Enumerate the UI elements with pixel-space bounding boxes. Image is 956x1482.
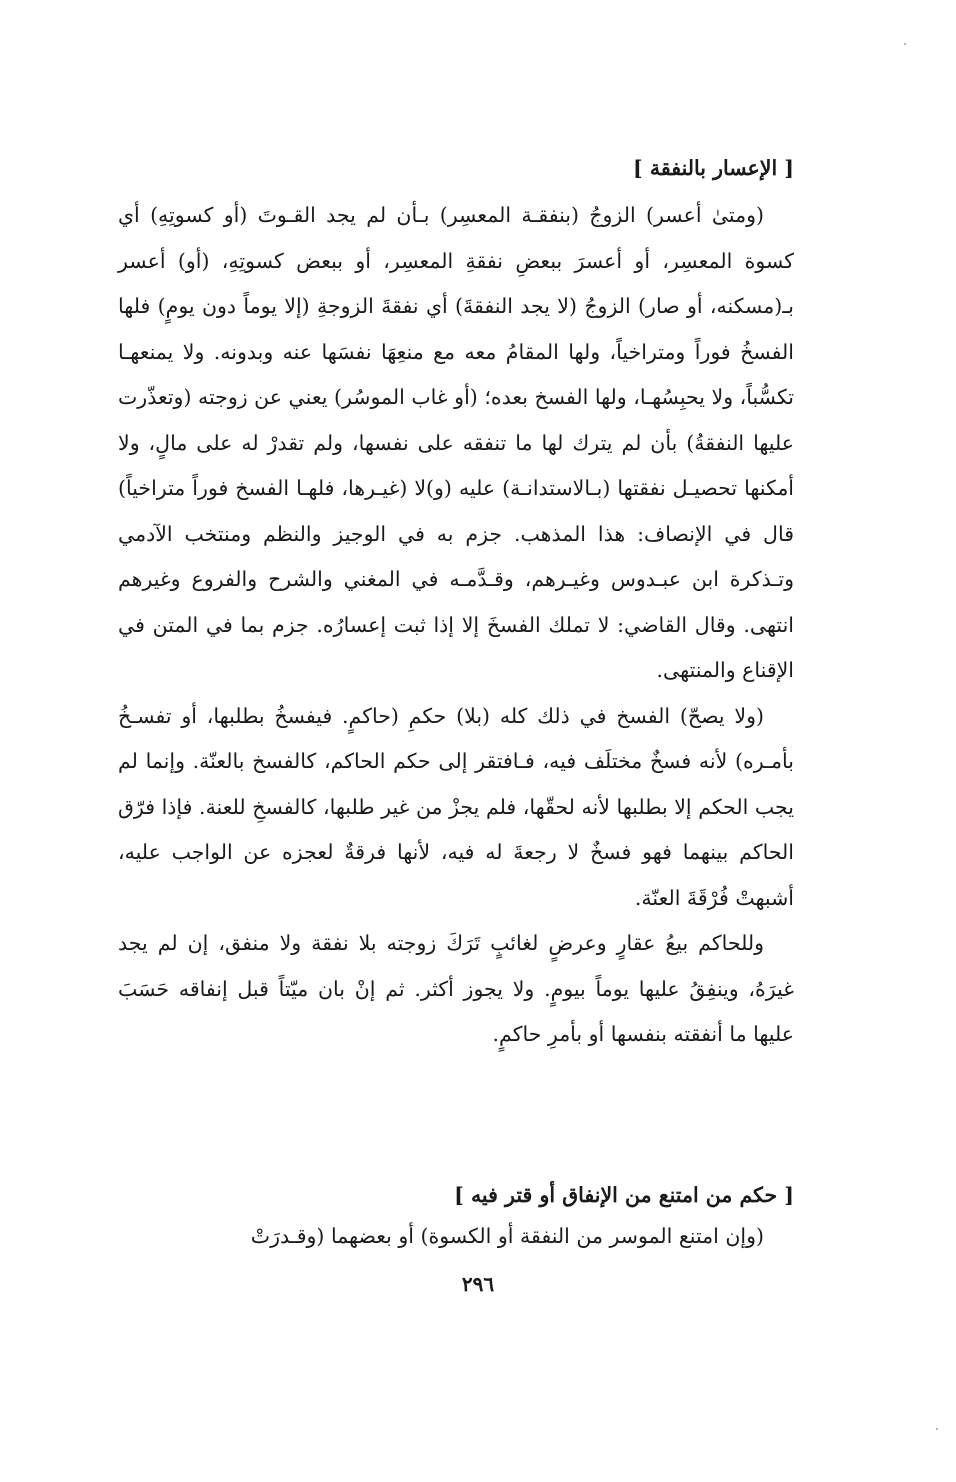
paragraph-judge-sale: وللحاكم بيعُ عقارٍ وعرضٍ لغائبٍ تَرَكَ زوجته بلا نفقة ولا منفق، إن لم يجد غيرَهُ، وينفِقُ عليها يوماً بيومٍ. ولا يجوز أكثر. ثم إنْ بان ميّتاً قبل إنفاقه حَسَبَ عليها ما أنفقته بنفسها أو بأمرِ حاكمٍ. bbox=[118, 931, 794, 1046]
paragraph-judicial-annulment: (ولا يصحّ) الفسخ في ذلك كله (بلا) حكمِ (حاكمٍ. فيفسخُ بطلبها، أو تفسـخُ بأمـره) لأنه فسخٌ مختلَف فيه، فـافتقر إلى حكم الحاكم، كالفسخ بالعنّة. وإنما لم يجب الحكم إلا بطلبها لأنه لحقّها، فلم يجزْ من غير طلبها، كالفسخِ للعنة. فإذا فرّق الحاكم بينهما فهو فسخٌ لا رجعةَ له فيه، لأنها فرقةٌ لعجزه عن الواجب عليه، أشبهتْ فُرْقَةَ العنّة. bbox=[118, 703, 794, 910]
paragraph-refusal: (وإن امتنع الموسر من النفقة أو الكسوة) أو بعضهما (وقـدرَتْ bbox=[250, 1224, 764, 1248]
section-heading-insolvency: [ الإعسار بالنفقة ] bbox=[633, 156, 794, 180]
scan-speck bbox=[904, 43, 906, 45]
page-number: ٢٩٦ bbox=[461, 1272, 495, 1296]
section-heading-refusal: [ حكم من امتنع من الإنفاق أو قتر فيه ] bbox=[454, 1183, 794, 1207]
scan-speck bbox=[936, 1428, 938, 1430]
body-text-section-1 bbox=[118, 193, 794, 1058]
body-text-section-2 bbox=[118, 1214, 794, 1260]
paragraph-insolvency: (ومتىٰ أعسر) الزوجُ (بنفقـة المعسِر) بـأن لم يجد القـوتَ (أو كسوتِهِ) أي كسوة المعسِر، أو أعسرَ ببعضِ نفقةِ المعسِر، أو ببعض كسوتِهِ، (أو) أعسر بـ(مسكنه، أو صار) الزوجُ (لا يجد النفقةَ) أي نفقةَ الزوجةِ (إلا يوماً دون يومٍ) فلها الفسخُ فوراً ومتراخياً، ولها المقامُ معه مع منعِهَا نفسَها عنه وبدونه. ولا يمنعهـا تكسُّباً، ولا يحبِسُهـا، ولها الفسخ بعده؛ (أو غاب الموسُر) يعني عن زوجته (وتعذّرت عليها النفقةُ) بأن لم يترك لها ما تنفقه على نفسها، ولم تقدرْ له على مالٍ، ولا أمكنها تحصيـل نفقتها (بـالاستدانـة) عليه (و)لا (غيـرها، فلهـا الفسخ فوراً متراخياً) قال في الإنصاف: هذا المذهب. جزم به في الوجيز والنظم ومنتخب الآدمي وتـذكرة ابن عبـدوس وغيـرهم، وقـدَّمـه في المغني والشرح والفروع وغيرهم انتهى. وقال القاضي: لا تملك الفسخَ إلا إذا ثبت إعسارُه. جزم بما في المتن في الإقناع والمنتهى. bbox=[118, 203, 794, 682]
